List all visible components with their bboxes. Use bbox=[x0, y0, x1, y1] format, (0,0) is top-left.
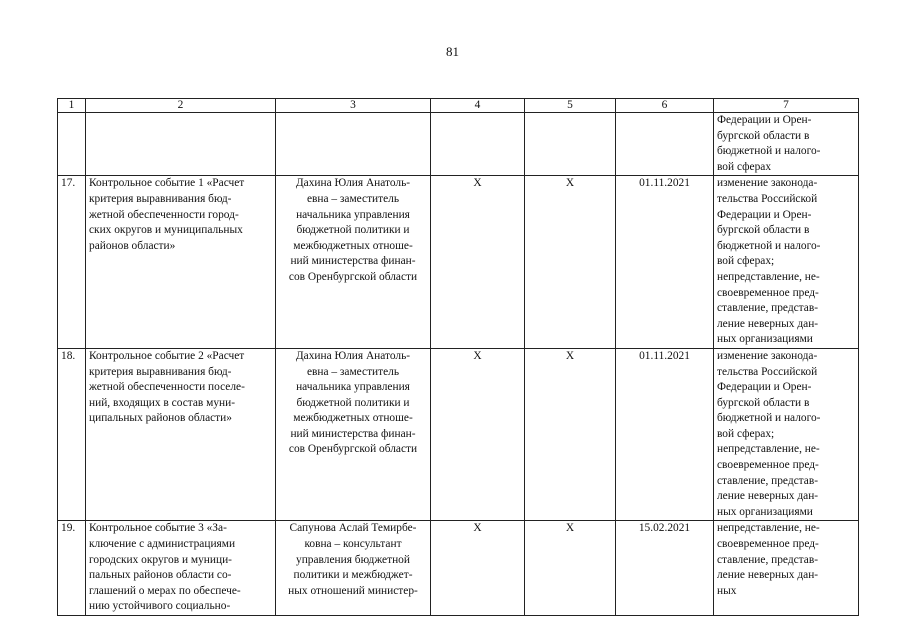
person-line: ных отношений министер- bbox=[288, 584, 418, 597]
risk-line: вой сферах bbox=[717, 160, 772, 173]
risk-line: тельства Российской bbox=[717, 192, 818, 205]
col4-mark: Х bbox=[431, 348, 525, 521]
person-line: сов Оренбургской области bbox=[288, 270, 418, 283]
event-cell bbox=[86, 176, 276, 349]
risk-line: ставление, представ- bbox=[717, 553, 819, 566]
column-number: 3 bbox=[276, 99, 431, 113]
person-line: начальника управления bbox=[296, 208, 410, 221]
person-line: евна – заместитель bbox=[306, 365, 400, 378]
person-line: ковна – консультант bbox=[304, 538, 402, 551]
person-line: ний министерства финан- bbox=[290, 427, 416, 440]
event-line: критерия выравнивания бюд- bbox=[89, 365, 232, 378]
page-number: 81 bbox=[446, 44, 459, 59]
risk-line: бургской области в bbox=[717, 224, 810, 237]
event-line: ских округов и муниципальных bbox=[89, 224, 243, 237]
event-line: районов области» bbox=[89, 239, 176, 252]
event-line: ключение с администрациями bbox=[89, 538, 236, 551]
continuation-row bbox=[58, 113, 859, 176]
risk-line: тельства Российской bbox=[717, 365, 818, 378]
row-number: 17. bbox=[58, 176, 86, 349]
person-line: сов Оренбургской области bbox=[288, 443, 418, 456]
risk-line: своевременное пред- bbox=[717, 538, 819, 551]
person-cell bbox=[276, 521, 431, 616]
event-line: нию устойчивого социально- bbox=[89, 600, 231, 613]
event-cell bbox=[86, 113, 276, 176]
risk-line: изменение законода- bbox=[717, 349, 818, 362]
table-row bbox=[58, 348, 859, 521]
date-cell: 01.11.2021 bbox=[616, 176, 714, 349]
risk-cell bbox=[714, 176, 859, 349]
date-cell: 01.11.2021 bbox=[616, 348, 714, 521]
column-number: 7 bbox=[714, 99, 859, 113]
risk-line: ных организациями bbox=[717, 505, 813, 518]
event-line: Контрольное событие 1 «Расчет bbox=[89, 177, 245, 190]
col4-mark: Х bbox=[431, 176, 525, 349]
event-line: ний, входящих в состав муни- bbox=[89, 396, 236, 409]
risk-line: ление неверных дан- bbox=[717, 317, 819, 330]
risk-line: вой сферах; bbox=[717, 427, 775, 440]
event-cell bbox=[86, 521, 276, 616]
risk-line: ставление, представ- bbox=[717, 302, 819, 315]
num-cell bbox=[58, 113, 86, 176]
person-line: Дахина Юлия Анатоль- bbox=[295, 177, 411, 190]
risk-line: изменение законода- bbox=[717, 177, 818, 190]
person-line: Дахина Юлия Анатоль- bbox=[295, 349, 411, 362]
column-number: 2 bbox=[86, 99, 276, 113]
risk-line: непредставление, не- bbox=[717, 270, 820, 283]
event-line: глашений о мерах по обеспече- bbox=[89, 584, 241, 597]
risk-line: ление неверных дан- bbox=[717, 490, 819, 503]
risk-line: своевременное пред- bbox=[717, 286, 819, 299]
column-number: 1 bbox=[58, 99, 86, 113]
person-cell bbox=[276, 176, 431, 349]
risk-line: бургской области в bbox=[717, 396, 810, 409]
date-cell: 15.02.2021 bbox=[616, 521, 714, 616]
risk-line: бюджетной и налого- bbox=[717, 412, 821, 425]
risk-line: Федерации и Орен- bbox=[717, 381, 812, 394]
person-line: управления бюджетной bbox=[296, 553, 410, 566]
col5-mark: Х bbox=[525, 348, 616, 521]
col5-mark: Х bbox=[525, 176, 616, 349]
risk-line: ление неверных дан- bbox=[717, 569, 819, 582]
plan-table bbox=[57, 98, 859, 616]
risk-line: своевременное пред- bbox=[717, 459, 819, 472]
person-cell bbox=[276, 348, 431, 521]
person-line: ний министерства финан- bbox=[290, 255, 416, 268]
column-number: 5 bbox=[525, 99, 616, 113]
person-line: политики и межбюджет- bbox=[293, 569, 413, 582]
event-line: жетной обеспеченности город- bbox=[89, 208, 239, 221]
person-line: Сапунова Аслай Темирбе- bbox=[289, 522, 417, 535]
risk-line: вой сферах; bbox=[717, 255, 775, 268]
col5-mark: Х bbox=[525, 521, 616, 616]
event-line: жетной обеспеченности поселе- bbox=[89, 381, 245, 394]
person-line: межбюджетных отноше- bbox=[293, 239, 413, 252]
risk-line: непредставление, не- bbox=[717, 522, 820, 535]
risk-cell bbox=[714, 348, 859, 521]
col5-cell bbox=[525, 113, 616, 176]
row-number: 18. bbox=[58, 348, 86, 521]
risk-line: бургской области в bbox=[717, 129, 810, 142]
risk-line: непредставление, не- bbox=[717, 443, 820, 456]
column-number-row bbox=[58, 99, 859, 113]
person-line: бюджетной политики и bbox=[296, 396, 410, 409]
risk-cell bbox=[714, 521, 859, 616]
event-line: пальных районов области со- bbox=[89, 569, 232, 582]
col4-cell bbox=[431, 113, 525, 176]
column-number: 4 bbox=[431, 99, 525, 113]
column-number: 6 bbox=[616, 99, 714, 113]
event-line: критерия выравнивания бюд- bbox=[89, 192, 232, 205]
event-line: Контрольное событие 2 «Расчет bbox=[89, 349, 245, 362]
event-cell bbox=[86, 348, 276, 521]
table-row bbox=[58, 521, 859, 616]
risk-cell bbox=[714, 113, 859, 176]
event-line: городских округов и муници- bbox=[89, 553, 232, 566]
risk-line: ставление, представ- bbox=[717, 474, 819, 487]
person-cell bbox=[276, 113, 431, 176]
risk-line: Федерации и Орен- bbox=[717, 114, 812, 126]
person-line: евна – заместитель bbox=[306, 192, 400, 205]
event-line: Контрольное событие 3 «За- bbox=[89, 522, 227, 535]
risk-line: ных bbox=[717, 584, 737, 597]
risk-line: бюджетной и налого- bbox=[717, 239, 821, 252]
col4-mark: Х bbox=[431, 521, 525, 616]
risk-line: ных организациями bbox=[717, 333, 813, 346]
person-line: начальника управления bbox=[296, 381, 410, 394]
risk-line: бюджетной и налого- bbox=[717, 145, 821, 158]
event-line: ципальных районов области» bbox=[89, 412, 232, 425]
row-number: 19. bbox=[58, 521, 86, 616]
person-line: бюджетной политики и bbox=[296, 224, 410, 237]
person-line: межбюджетных отноше- bbox=[293, 412, 413, 425]
risk-line: Федерации и Орен- bbox=[717, 208, 812, 221]
table-row bbox=[58, 176, 859, 349]
date-cell bbox=[616, 113, 714, 176]
